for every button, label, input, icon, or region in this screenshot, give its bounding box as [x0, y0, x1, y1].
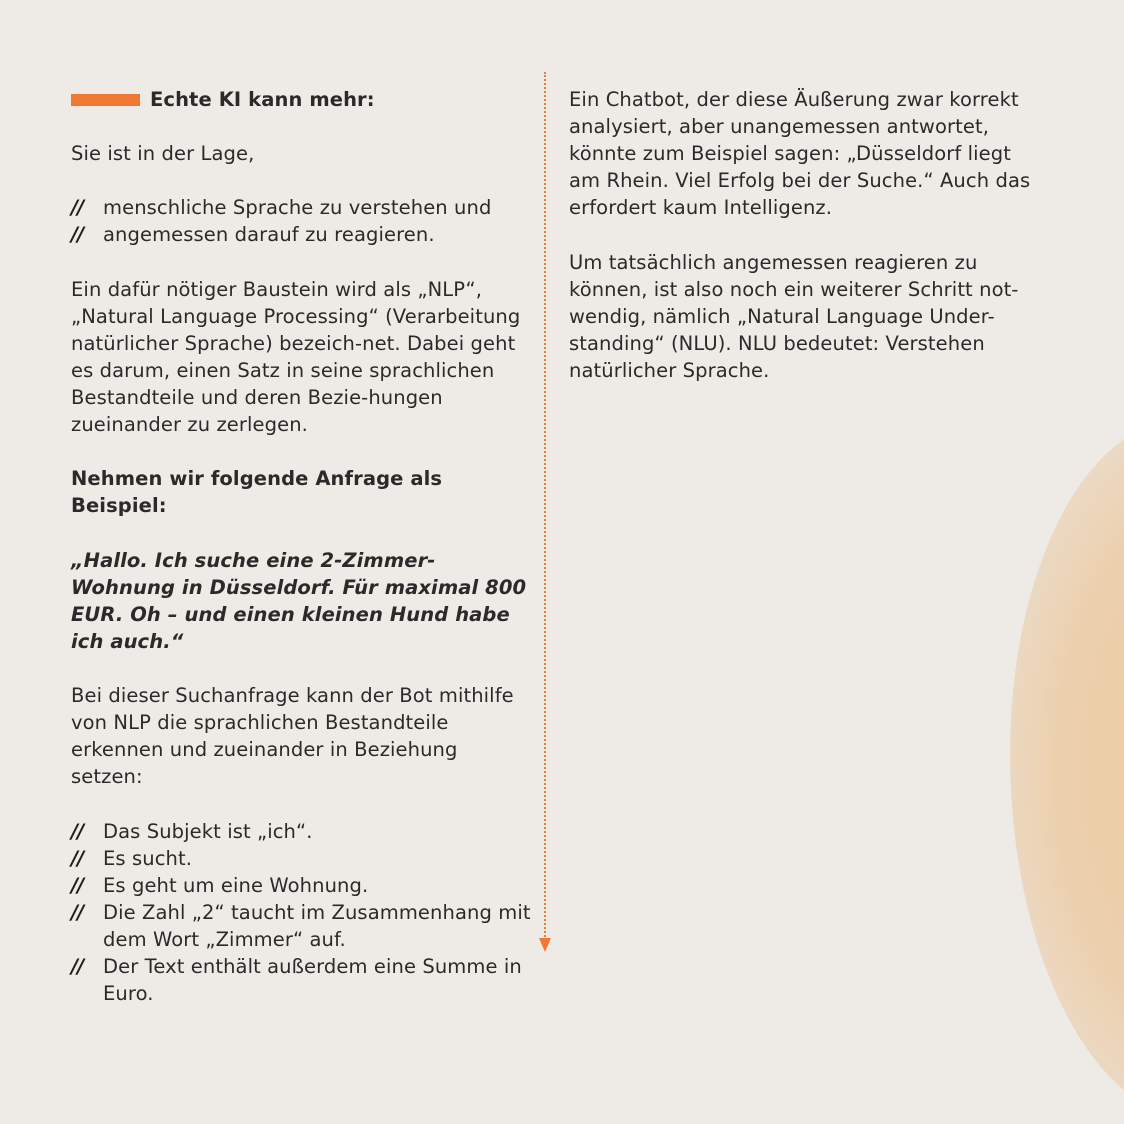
- list-item: // Der Text enthält außerdem eine Summe in Euro.: [71, 955, 522, 1006]
- column-divider: [544, 72, 546, 940]
- section-heading: [71, 86, 531, 113]
- left-column: [71, 86, 531, 1034]
- slash-bullet-icon: //: [71, 846, 84, 870]
- slash-bullet-icon: //: [71, 955, 84, 978]
- analysis-intro: Bei dieser Suchanfrage kann der Bot mithilfe von NLP die sprachlichen Bestandteile erkennen und zueinander in Beziehung setzen:: [71, 684, 514, 789]
- example-quote: „Hallo. Ich suche eine 2-Zimmer-Wohnung in Düsseldorf. Für maximal 800 EUR. Oh – und einen kleinen Hund habe ich auch.“: [71, 548, 527, 653]
- list-item: // Die Zahl „2“ taucht im Zusammenhang mit dem Wort „Zimmer“ auf.: [71, 900, 531, 951]
- nlu-paragraph: Um tatsächlich angemessen reagieren zu können, ist also noch ein weiterer Schritt not-wendig, nämlich „Natural Language Under-standing“ (NLU). NLU bedeutet: Verstehen natürlicher Sprache.: [569, 250, 1019, 382]
- section-heading-text: Echte KI kann mehr:: [150, 88, 375, 111]
- slash-bullet-icon: //: [71, 819, 84, 843]
- slash-bullet-icon: //: [71, 196, 84, 220]
- list-item: // angemessen darauf zu reagieren.: [71, 221, 531, 248]
- abilities-list: [71, 194, 531, 248]
- slash-bullet-icon: //: [71, 873, 84, 897]
- findings-list: [71, 818, 531, 1008]
- slash-bullet-icon: //: [71, 223, 84, 247]
- nlp-paragraph: Ein dafür nötiger Baustein wird als „NLP“, „Natural Language Processing“ (Verarbeitung natürlicher Sprache) bezeich-net. Dabei geht es darum, einen Satz in seine sprachlichen Bestandteile und deren Bezie-hungen zueinander zu zerlegen.: [71, 277, 521, 437]
- slash-bullet-icon: //: [71, 900, 84, 924]
- chatbot-paragraph: Ein Chatbot, der diese Äußerung zwar korrekt analysiert, aber unangemessen antwortet, könnte zum Beispiel sagen: „Düsseldorf liegt am Rhein. Viel Erfolg bei der Suche.“ Auch das erfordert kaum Intelligenz.: [569, 88, 1031, 220]
- arrow-down-icon: [539, 938, 551, 952]
- paper-stain: [1010, 420, 1124, 1120]
- right-column: [569, 86, 1039, 411]
- list-item: // menschliche Sprache zu verstehen und: [71, 194, 531, 221]
- list-item: // Das Subjekt ist „ich“.: [71, 818, 531, 845]
- example-heading: Nehmen wir folgende Anfrage als Beispiel:: [71, 467, 443, 518]
- intro-text: Sie ist in der Lage,: [71, 142, 255, 166]
- accent-bar: [71, 94, 140, 106]
- list-item: // Es sucht.: [71, 845, 531, 872]
- list-item: // Es geht um eine Wohnung.: [71, 872, 531, 899]
